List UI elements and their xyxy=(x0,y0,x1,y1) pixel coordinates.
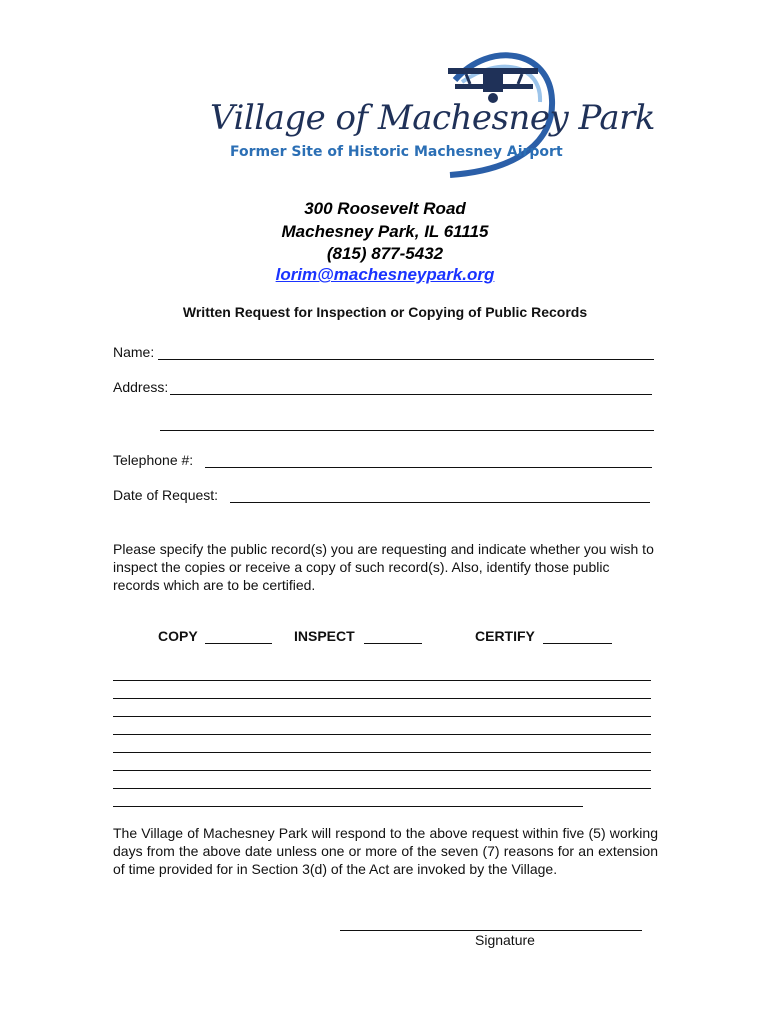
telephone-field[interactable] xyxy=(205,467,652,468)
response-notice: The Village of Machesney Park will respond to the above request within five (5) working days from the above date unless one or more of the seven (7) reasons for an extension of time provided for in Section 3(d) of the Act are invoked by the Village. xyxy=(113,825,658,877)
inspect-field[interactable] xyxy=(364,643,422,644)
records-line[interactable] xyxy=(113,716,651,717)
address-email-link[interactable]: lorim@machesneypark.org xyxy=(275,265,495,284)
records-line[interactable] xyxy=(113,698,651,699)
copy-label: COPY xyxy=(158,628,198,644)
telephone-label: Telephone #: xyxy=(113,452,194,468)
records-line[interactable] xyxy=(113,734,651,735)
logo-title: Village of Machesney Park xyxy=(210,98,656,138)
form-heading: Written Request for Inspection or Copying of Public Records xyxy=(182,304,588,320)
address-street: 300 Roosevelt Road xyxy=(304,199,466,218)
address-label: Address: xyxy=(113,379,169,395)
name-field[interactable] xyxy=(158,359,654,360)
records-line[interactable] xyxy=(113,806,583,807)
date-field[interactable] xyxy=(230,502,650,503)
records-line[interactable] xyxy=(113,770,651,771)
signature-label: Signature xyxy=(475,932,535,948)
address-phone: (815) 877-5432 xyxy=(326,244,444,263)
address-field-line2[interactable] xyxy=(160,430,654,431)
records-line[interactable] xyxy=(113,788,651,789)
name-label: Name: xyxy=(113,344,155,360)
records-line[interactable] xyxy=(113,752,651,753)
signature-field[interactable] xyxy=(340,930,642,931)
instructions-text: Please specify the public record(s) you are requesting and indicate whether you wish to inspect the copies or receive a copy of such record(s). Also, identify those public records which are to be certified. xyxy=(113,541,654,593)
copy-field[interactable] xyxy=(205,643,272,644)
certify-label: CERTIFY xyxy=(475,628,535,644)
village-logo xyxy=(200,40,656,180)
inspect-label: INSPECT xyxy=(294,628,355,644)
date-label: Date of Request: xyxy=(113,487,219,503)
logo-subtitle: Former Site of Historic Machesney Airport xyxy=(230,144,563,160)
certify-field[interactable] xyxy=(543,643,612,644)
address-city: Machesney Park, IL 61115 xyxy=(281,222,489,241)
records-line[interactable] xyxy=(113,680,651,681)
address-field[interactable] xyxy=(170,394,652,395)
